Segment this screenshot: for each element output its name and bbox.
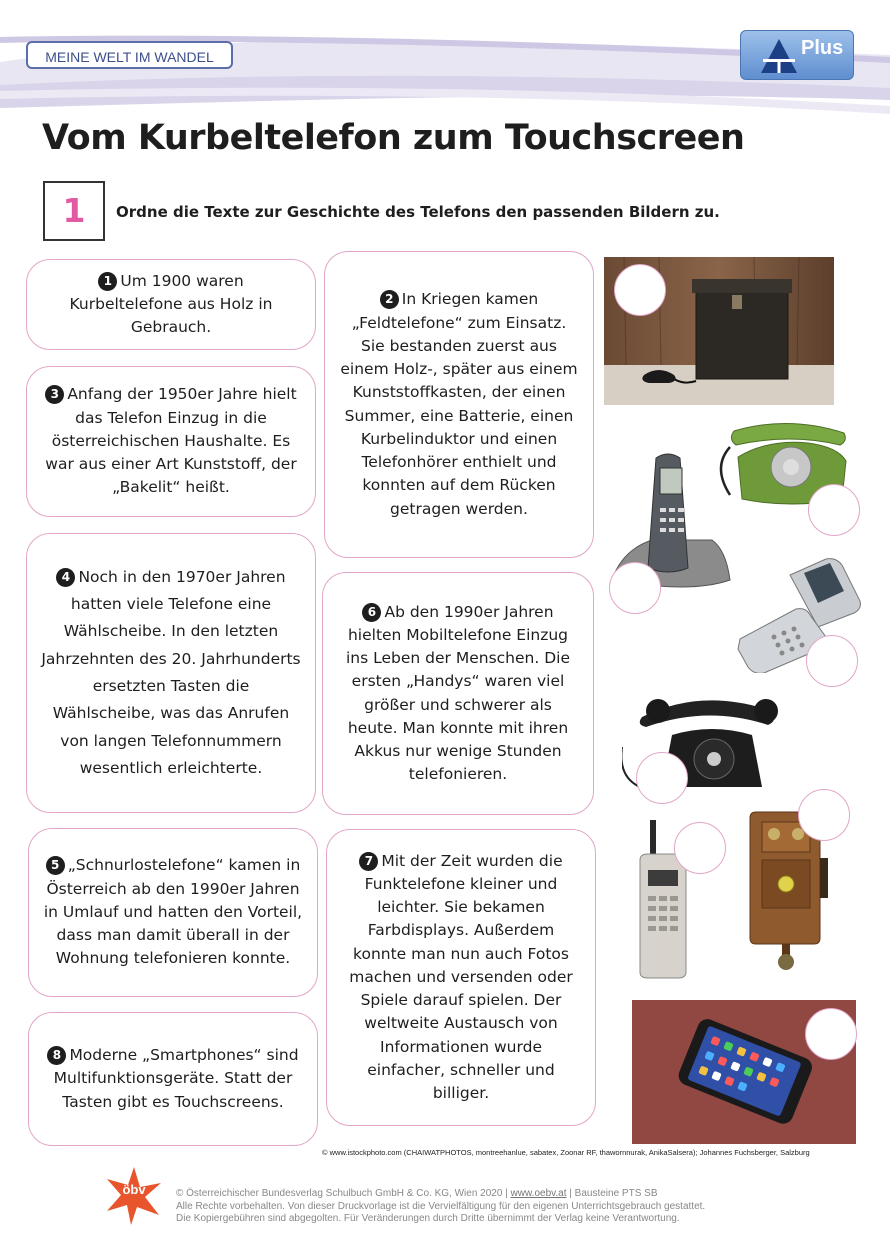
plus-logo [740,30,854,80]
footer-line-2: Alle Rechte vorbehalten. Von dieser Druckvorlage ist die Vervielfältigung für den eigenen Unterrichtsgebrauch gestattet. [176,1200,706,1212]
image-credit: © www.istockphoto.com (CHAIWATPHOTOS, montreehanlue, sabatex, Zoonar RF, thawornnurak, AnikaSalsera); Johannes Fuchsberger, Salzburg [322,1148,810,1157]
answer-circle[interactable] [798,789,850,841]
answer-circle[interactable] [614,264,666,316]
text-card-1 [26,259,316,350]
card-number-badge: 8 [47,1046,66,1065]
card-number-badge: 5 [46,856,65,875]
card-number-badge: 4 [56,568,75,587]
card-number-badge: 3 [45,385,64,404]
plus-label: Plus [801,37,844,59]
card-text: Mit der Zeit wurden die Funktelefone kleiner und leichter. Sie bekamen Farbdisplays. Außerdem konnte man nun auch Fotos machen und versenden oder Spiele darauf spielen. Der weltweite Austausch von Informationen wurde einfacher, schneller und billiger. [349,851,573,1103]
triangle-logo-icon [759,37,799,75]
page-title: Vom Kurbeltelefon zum Touchscreen [42,118,745,158]
card-number-badge: 6 [362,603,381,622]
series-text: | Bausteine PTS SB [569,1188,658,1199]
task-instruction: Ordne die Texte zur Geschichte des Telefons den passenden Bildern zu. [116,203,720,221]
answer-circle[interactable] [806,635,858,687]
card-text: Moderne „Smartphones“ sind Multifunktionsgeräte. Statt der Tasten gibt es Touchscreens. [53,1046,299,1111]
answer-circle[interactable] [674,822,726,874]
card-text: Noch in den 1970er Jahren hatten viele Telefone eine Wählscheibe. In den letzten Jahrzehnten des 20. Jahrhunderts ersetzten Tasten die Wählscheibe, was das Anrufen von langen Telefonnummern wesentlich erleichterte. [41,567,301,777]
card-number-badge: 2 [380,290,399,309]
card-text: Ab den 1990er Jahren hielten Mobiltelefone Einzug ins Leben der Menschen. Die ersten „Handys“ waren viel größer und schwerer als heute. Man konnte mit ihren Akkus nur wenige Stunden telefonieren. [346,602,570,784]
card-number-badge: 7 [359,852,378,871]
copyright-text: © Österreichischer Bundesverlag Schulbuch GmbH & Co. KG, Wien 2020 | [176,1188,508,1199]
answer-circle[interactable] [636,752,688,804]
card-text: In Kriegen kamen „Feldtelefone“ zum Einsatz. Sie bestanden zuerst aus einem Holz-, später aus einem Kunststoffkasten, der einen Summer, eine Batterie, einen Kurbelinduktor und einen Telefonhörer enthielt und konnten auf dem Rücken getragen werden. [340,290,578,518]
card-number-badge: 1 [98,272,117,291]
oebv-logo-text: öbv [122,1182,146,1197]
series-label: MEINE WELT IM WANDEL [26,41,233,69]
card-text: „Schnurlostelefone“ kamen in Österreich ab den 1990er Jahren in Umlauf und hatten den Vorteil, dass man damit überall in der Wohnung telefonieren konnte. [43,856,303,968]
task-number: 1 [43,181,105,241]
footer [176,1188,705,1226]
answer-circle[interactable] [808,484,860,536]
card-text: Um 1900 waren Kurbeltelefone aus Holz in Gebrauch. [69,271,273,337]
answer-circle[interactable] [805,1008,857,1060]
footer-line-1 [176,1188,705,1201]
text-card-6 [322,572,594,815]
footer-line-3: Die Kopiergebühren sind abgegolten. Für Veränderungen durch Dritte übernimmt der Verlag keine Verantwortung. [176,1213,680,1224]
text-card-8 [28,1012,318,1146]
text-card-7 [326,829,596,1126]
text-card-2 [324,251,594,558]
text-card-5 [28,828,318,997]
answer-circle[interactable] [609,562,661,614]
text-card-4 [26,533,316,813]
card-text: Anfang der 1950er Jahre hielt das Telefon Einzug in die österreichischen Haushalte. Es war aus einer Art Kunststoff, der „Bakelit“ heißt. [45,385,297,497]
text-card-3 [26,366,316,517]
publisher-link[interactable]: www.oebv.at [510,1188,567,1199]
